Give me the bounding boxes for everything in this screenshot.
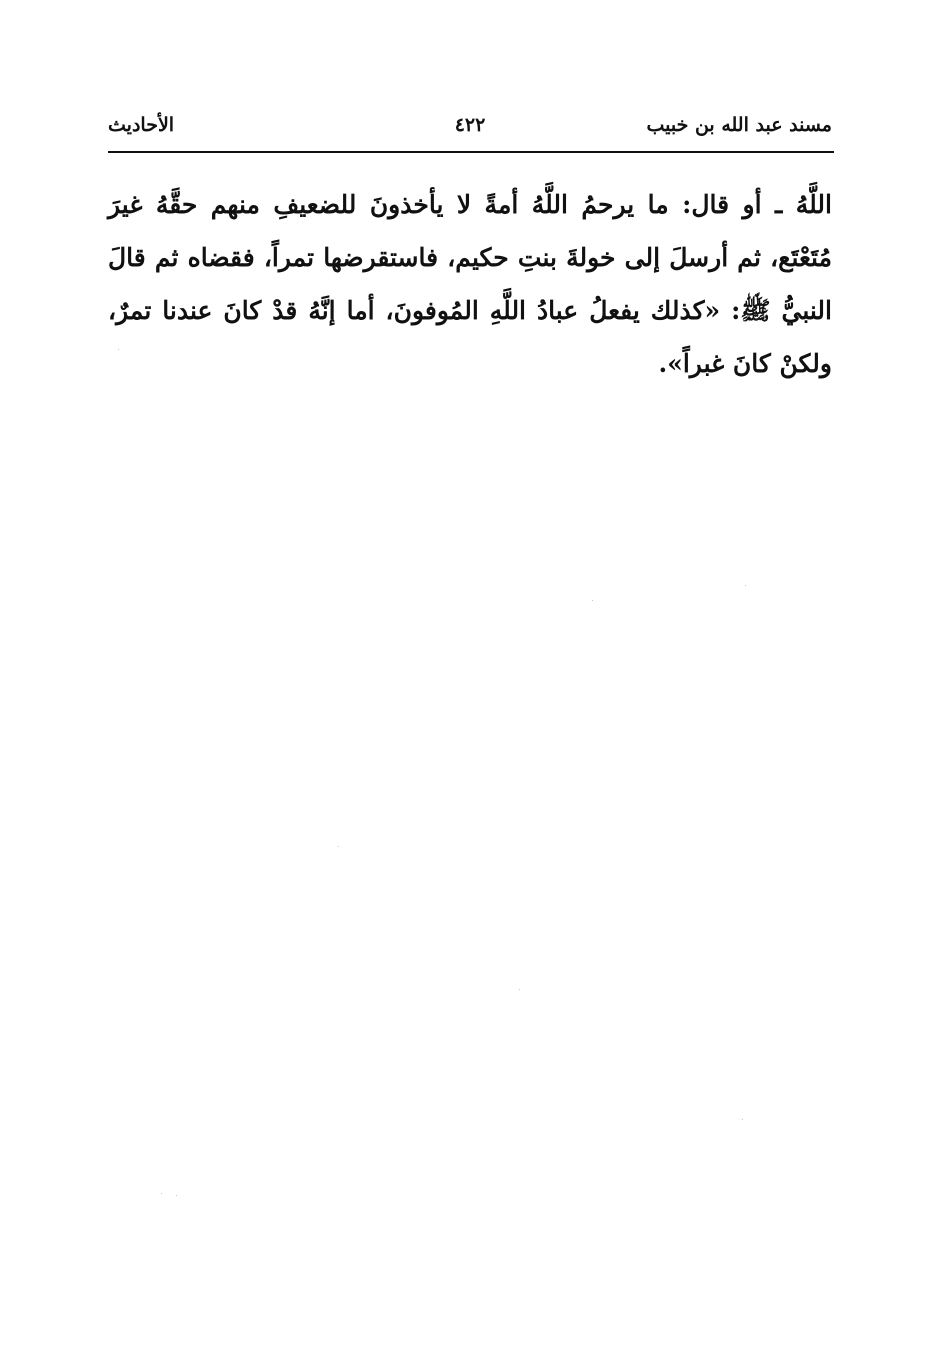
- scan-speck: [592, 600, 593, 601]
- scan-speck: [161, 1193, 162, 1194]
- scan-speck: [519, 989, 520, 990]
- body-text: [108, 178, 832, 390]
- scan-speck: [742, 1119, 743, 1120]
- scan-speck: [176, 1195, 177, 1196]
- header-divider: [108, 151, 834, 153]
- scan-speck: [118, 349, 119, 350]
- scan-speck: [745, 585, 746, 586]
- page-number: ٤٢٢: [454, 114, 486, 136]
- scan-speck: [338, 846, 339, 847]
- running-header: [108, 114, 832, 148]
- book-title: مسند عبد الله بن خبيب: [646, 114, 832, 136]
- section-title: الأحاديث: [108, 114, 175, 136]
- hadith-paragraph: اللَّهُ ـ أو قال: ما يرحمُ اللَّهُ أمةً لا يأخذونَ للضعيفِ منهم حقَّهُ غيرَ مُتَعْتَع، ثم أرسلَ إلى خولةَ بنتِ حكيم، فاستقرضها تمراً، فقضاه ثم قالَ النبيُّ ﷺ: «كذلك يفعلُ عبادُ اللَّهِ المُوفونَ، أما إنَّهُ قدْ كانَ عندنا تمرٌ، ولكنْ كانَ غبراً».: [108, 190, 832, 378]
